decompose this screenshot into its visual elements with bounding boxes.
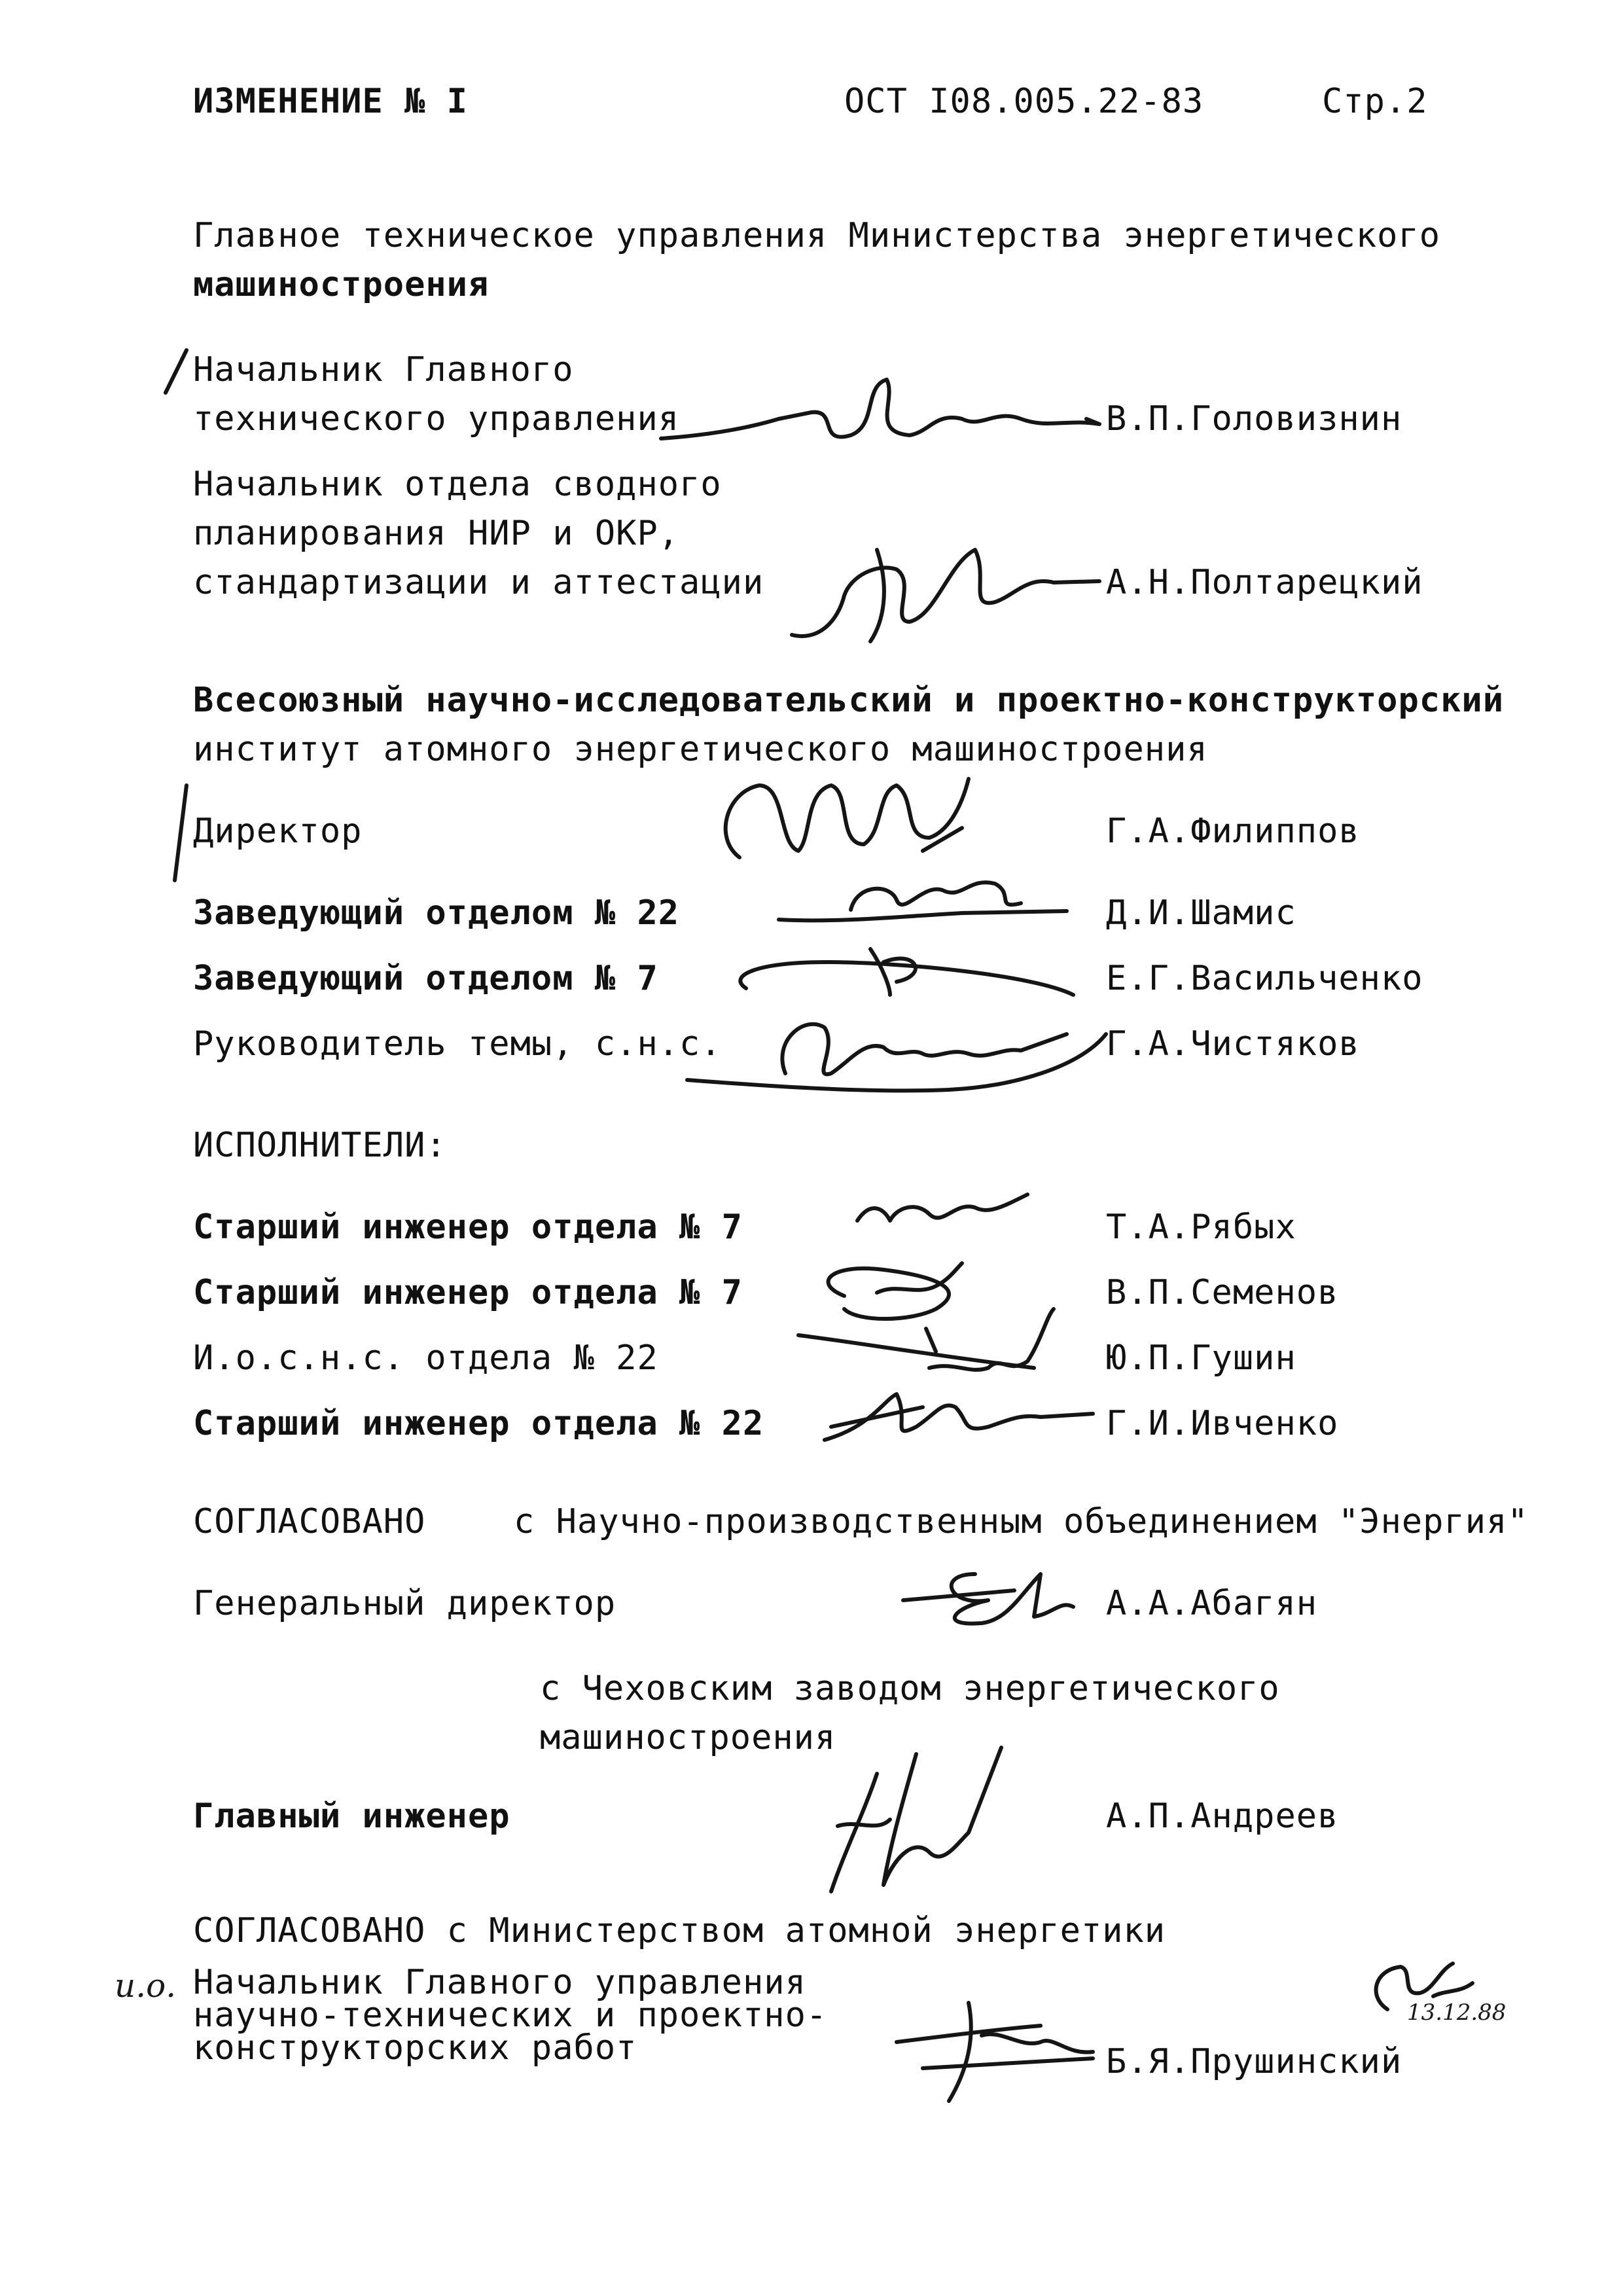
agreed-org-2-line2: машиностроения	[540, 1718, 836, 1757]
executor-title-1: Старший инженер отдела № 7	[193, 1208, 743, 1247]
signature-ivchenko	[818, 1381, 1099, 1453]
standard-code: ОСТ I08.005.22-83	[844, 82, 1204, 121]
institute-org-line2: институт атомного энергетического машиностроения	[193, 730, 1208, 769]
head-dept7-name: Е.Г.Васильченко	[1106, 959, 1423, 998]
executors-heading: ИСПОЛНИТЕЛИ:	[193, 1126, 447, 1165]
director-name: Г.А.Филиппов	[1106, 812, 1360, 851]
institute-org-line1: Всесоюзный научно-исследовательский и проектно-конструкторский	[193, 681, 1505, 720]
dept-title-line2: планирования НИР и ОКР,	[193, 514, 680, 553]
executor-title-4: Старший инженер отдела № 22	[193, 1404, 764, 1443]
signature-abagyan	[897, 1554, 1099, 1633]
head-name: В.П.Головизнин	[1106, 399, 1402, 439]
dept-title-line1: Начальник отдела сводного	[193, 465, 722, 504]
executor-name-1: Т.А.Рябых	[1106, 1208, 1296, 1247]
executor-name-4: Г.И.Ивченко	[1106, 1404, 1339, 1443]
atomic-head-name: Б.Я.Прушинский	[1106, 2042, 1402, 2081]
chief-engineer-name: А.П.Андреев	[1106, 1797, 1339, 1836]
handwritten-prefix: и.о.	[115, 1967, 177, 2005]
signature-poltaretsky	[779, 524, 1106, 655]
head-dept22-title: Заведующий отделом № 22	[193, 893, 680, 933]
agreed-org-1: с Научно-производственным объединением "Энергия"	[514, 1502, 1529, 1541]
director-title: Директор	[193, 812, 363, 851]
general-director-name: А.А.Абагян	[1106, 1584, 1318, 1623]
signature-golovizin	[654, 373, 1106, 458]
agreed-label-1: СОГЛАСОВАНО	[193, 1502, 426, 1541]
signature-andreev	[785, 1734, 1021, 1905]
handwritten-date: 13.12.88	[1407, 2000, 1507, 2026]
head-dept22-name: Д.И.Шамис	[1106, 893, 1296, 933]
signature-shamis	[772, 864, 1073, 936]
executor-name-3: Ю.П.Гушин	[1106, 1338, 1296, 1378]
topic-lead-name: Г.А.Чистяков	[1106, 1024, 1360, 1064]
executor-name-2: В.П.Семенов	[1106, 1273, 1339, 1312]
head-title-line1: Начальник Главного	[193, 350, 574, 389]
head-dept7-title: Заведующий отделом № 7	[193, 959, 658, 998]
approval-tick-mark-2	[167, 782, 193, 887]
agreed-org-3: СОГЛАСОВАНО с Министерством атомной энергетики	[193, 1911, 1166, 1950]
ministry-org-line2: машиностроения	[193, 265, 490, 304]
dept-name: А.Н.Полтарецкий	[1106, 563, 1423, 602]
signature-ryabykh	[844, 1188, 1041, 1240]
atomic-head-title-line1: Начальник Главного управления	[193, 1963, 806, 2002]
head-title-line2: технического управления	[193, 399, 680, 439]
chief-engineer-title: Главный инженер	[193, 1797, 510, 1836]
signature-filippov	[700, 766, 975, 877]
atomic-head-title-line2: научно-технических и проектно-	[193, 1996, 828, 2035]
signature-gushin	[785, 1302, 1073, 1394]
agreed-org-2-line1: с Чеховским заводом энергетического	[540, 1669, 1280, 1708]
signature-chistyakov	[674, 995, 1113, 1100]
executor-title-3: И.о.с.н.с. отдела № 22	[193, 1338, 658, 1378]
general-director-title: Генеральный директор	[193, 1584, 616, 1623]
change-number: ИЗМЕНЕНИЕ № I	[193, 82, 468, 121]
ministry-org-line1: Главное техническое управления Министерства энергетического	[193, 216, 1441, 255]
signature-prushinsky	[870, 1996, 1106, 2108]
executor-title-2: Старший инженер отдела № 7	[193, 1273, 743, 1312]
topic-lead-title: Руководитель темы, с.н.с.	[193, 1024, 722, 1064]
atomic-head-title-line3: конструкторских работ	[193, 2028, 637, 2068]
page-number: Стр.2	[1322, 82, 1428, 121]
approval-tick-mark	[160, 347, 193, 399]
dept-title-line3: стандартизации и аттестации	[193, 563, 764, 602]
